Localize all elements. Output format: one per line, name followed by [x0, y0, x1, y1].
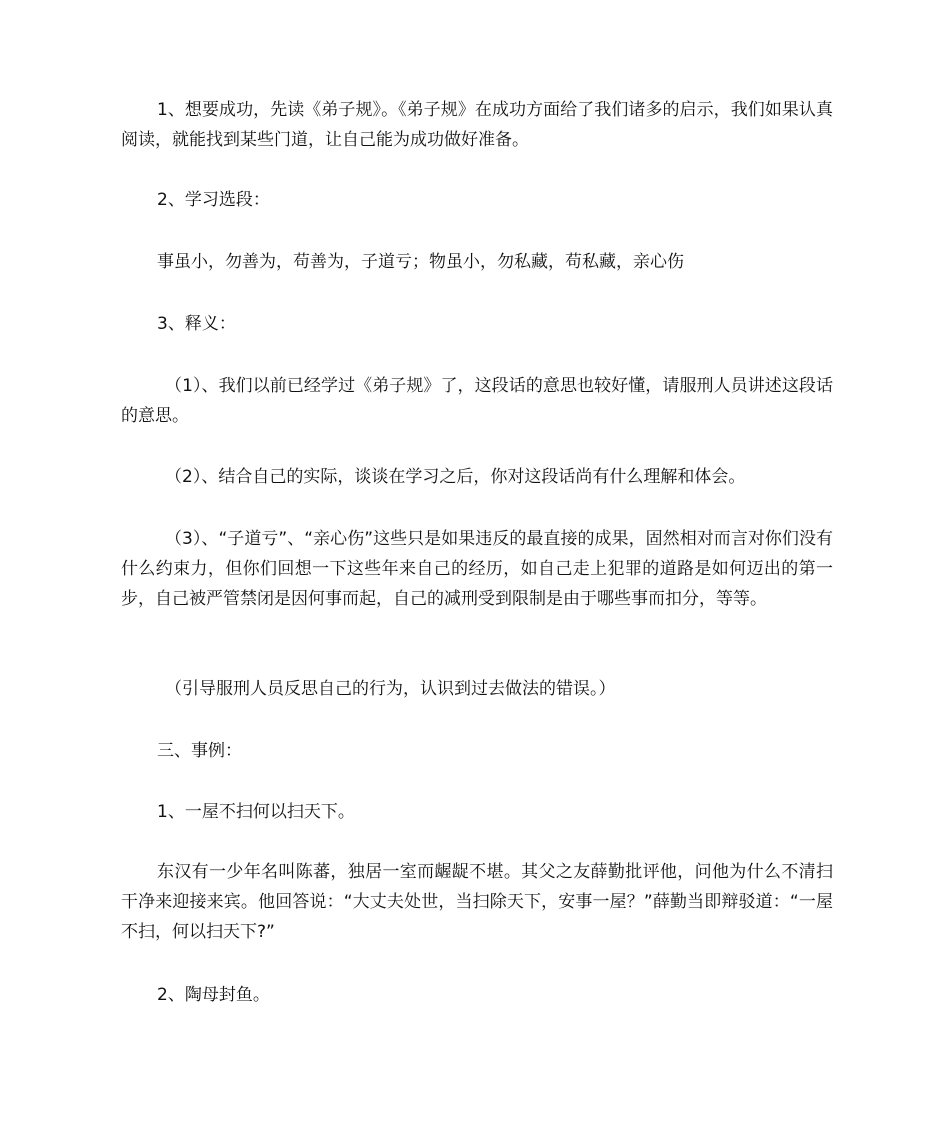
paragraph-explanation-heading: 3、释义：: [157, 314, 236, 334]
paragraph-example-1-story: 东汉有一少年名叫陈蕃，独居一室而龌龊不堪。其父之友薛勤批评他，问他为什么不清扫干净来迎接来宾。他回答说：“大丈夫处世，当扫除天下，安事一屋？”薛勤当即辩驳道：“一屋不扫，何以扫天下?”: [121, 862, 833, 942]
paragraph-excerpt-text: 事虽小，勿善为，苟善为，子道亏；物虽小，勿私藏，苟私藏，亲心伤: [157, 252, 684, 272]
paragraph-guidance-note: （引导服刑人员反思自己的行为，认识到过去做法的错误。）: [165, 679, 616, 699]
paragraph-explanation-2: （2）、结合自己的实际，谈谈在学习之后，你对这段话尚有什么理解和体会。: [165, 467, 746, 487]
paragraph-study-excerpt-heading: 2、学习选段：: [157, 190, 270, 210]
paragraph-example-1-title: 1、一屋不扫何以扫天下。: [157, 802, 355, 822]
paragraph-example-2-title: 2、陶母封鱼。: [157, 985, 270, 1005]
paragraph-success-intro: 1、想要成功，先读《弟子规》。《弟子规》在成功方面给了我们诸多的启示，我们如果认真阅读，就能找到某些门道，让自己能为成功做好准备。: [121, 100, 833, 150]
paragraph-explanation-1: （1）、我们以前已经学过《弟子规》了，这段话的意思也较好懂，请服刑人员讲述这段话的意思。: [121, 376, 833, 426]
paragraph-explanation-3: （3）、“子道亏”、“亲心伤”这些只是如果违反的最直接的成果，固然相对而言对你们没有什么约束力，但你们回想一下这些年来自己的经历，如自己走上犯罪的道路是如何迈出的第一步，自己被严管禁闭是因何事而起，自己的减刑受到限制是由于哪些事而扣分，等等。: [121, 529, 833, 609]
paragraph-examples-heading: 三、事例：: [157, 741, 242, 761]
